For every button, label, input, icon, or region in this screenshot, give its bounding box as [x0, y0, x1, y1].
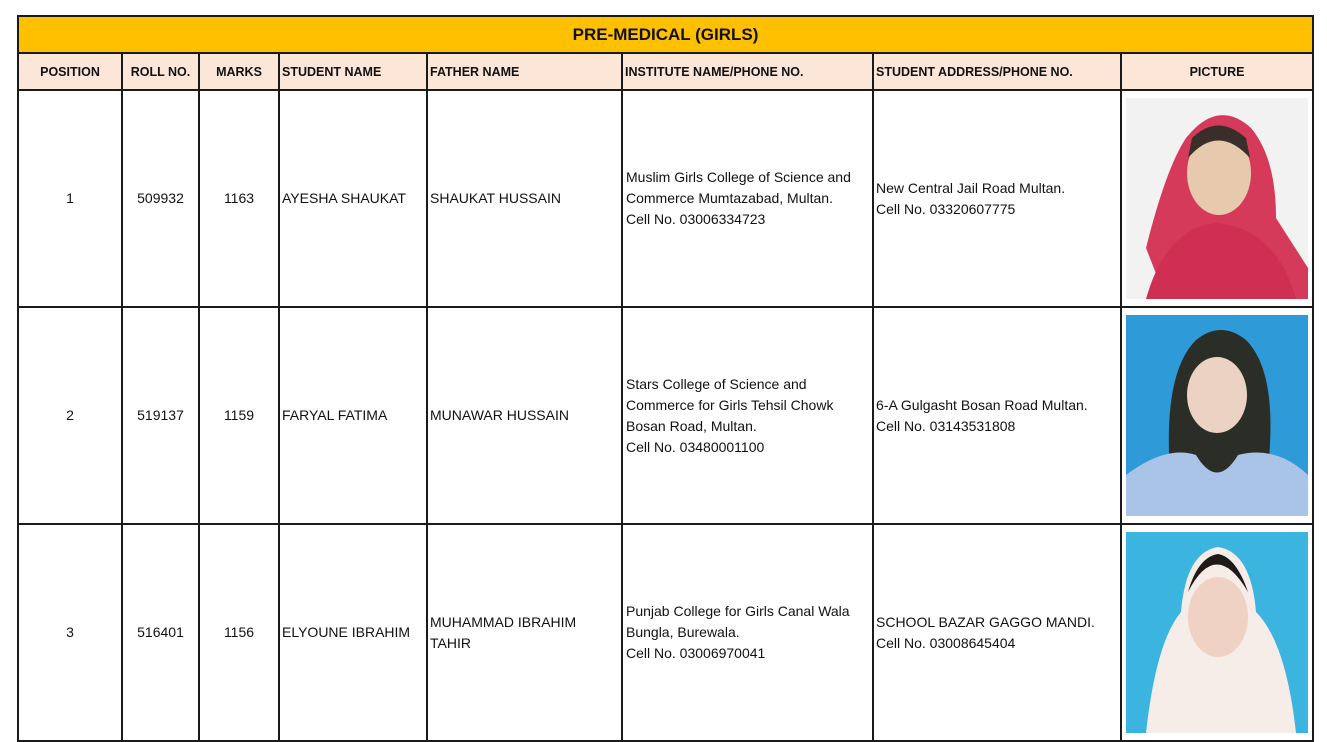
- institute-cell: [622, 524, 873, 741]
- institute-line: Punjab College for Girls Canal Wala: [626, 603, 850, 619]
- address-line: New Central Jail Road Multan.: [876, 179, 1066, 196]
- position-cell: 2: [18, 307, 122, 524]
- student-photo: [1126, 532, 1308, 733]
- header-student-name: STUDENT NAME: [279, 53, 427, 90]
- address-cell: [873, 524, 1121, 741]
- institute-line: Muslim Girls College of Science and: [626, 169, 851, 185]
- address-line: SCHOOL BAZAR GAGGO MANDI.: [876, 613, 1095, 630]
- table-row: [18, 90, 1313, 307]
- institute-line: Commerce for Girls Tehsil Chowk: [626, 396, 834, 413]
- father-name-line: TAHIR: [430, 634, 471, 651]
- student-name-cell: ELYOUNE IBRAHIM: [279, 524, 427, 741]
- header-picture: PICTURE: [1121, 53, 1313, 90]
- position-cell: 1: [18, 90, 122, 307]
- marks-cell: 1156: [199, 524, 279, 741]
- header-institute: INSTITUTE NAME/PHONE NO.: [622, 53, 873, 90]
- header-row: [18, 53, 1313, 90]
- picture-cell: [1121, 90, 1313, 307]
- student-photo: [1126, 315, 1308, 516]
- picture-cell: [1121, 524, 1313, 741]
- portrait-icon: [1126, 532, 1308, 733]
- address-line: 6-A Gulgasht Bosan Road Multan.: [876, 396, 1088, 413]
- results-table: [17, 15, 1314, 742]
- roll-no-cell: 516401: [122, 524, 199, 741]
- student-name-cell: FARYAL FATIMA: [279, 307, 427, 524]
- father-name-line: MUHAMMAD IBRAHIM: [430, 613, 577, 630]
- institute-phone: Cell No. 03480001100: [626, 438, 765, 455]
- header-marks: MARKS: [199, 53, 279, 90]
- institute-cell: [622, 307, 873, 524]
- table-row: [18, 307, 1313, 524]
- header-address: STUDENT ADDRESS/PHONE NO.: [873, 53, 1121, 90]
- address-cell: [873, 307, 1121, 524]
- table-title: PRE-MEDICAL (GIRLS): [18, 16, 1313, 53]
- institute-line: Bosan Road, Multan.: [626, 417, 757, 434]
- roll-no-cell: 519137: [122, 307, 199, 524]
- institute-line: Commerce Mumtazabad, Multan.: [626, 190, 833, 206]
- address-phone: Cell No. 03143531808: [876, 417, 1016, 434]
- institute-cell: [622, 90, 873, 307]
- father-name-cell: [427, 524, 622, 741]
- student-name-cell: AYESHA SHAUKAT: [279, 90, 427, 307]
- address-phone: Cell No. 03008645404: [876, 634, 1016, 651]
- roll-no-cell: 509932: [122, 90, 199, 307]
- institute-phone: Cell No. 03006334723: [626, 211, 766, 227]
- portrait-icon: [1126, 98, 1308, 299]
- header-roll-no: ROLL NO.: [122, 53, 199, 90]
- marks-cell: 1163: [199, 90, 279, 307]
- position-cell: 3: [18, 524, 122, 741]
- portrait-icon: [1126, 315, 1308, 516]
- header-father-name: FATHER NAME: [427, 53, 622, 90]
- father-name-cell: SHAUKAT HUSSAIN: [427, 90, 622, 307]
- institute-phone: Cell No. 03006970041: [626, 645, 766, 661]
- header-position: POSITION: [18, 53, 122, 90]
- address-phone: Cell No. 03320607775: [876, 200, 1016, 217]
- institute-line: Stars College of Science and: [626, 375, 807, 392]
- student-photo: [1126, 98, 1308, 299]
- institute-line: Bungla, Burewala.: [626, 624, 740, 640]
- father-name-cell: MUNAWAR HUSSAIN: [427, 307, 622, 524]
- address-cell: [873, 90, 1121, 307]
- marks-cell: 1159: [199, 307, 279, 524]
- picture-cell: [1121, 307, 1313, 524]
- table-row: [18, 524, 1313, 741]
